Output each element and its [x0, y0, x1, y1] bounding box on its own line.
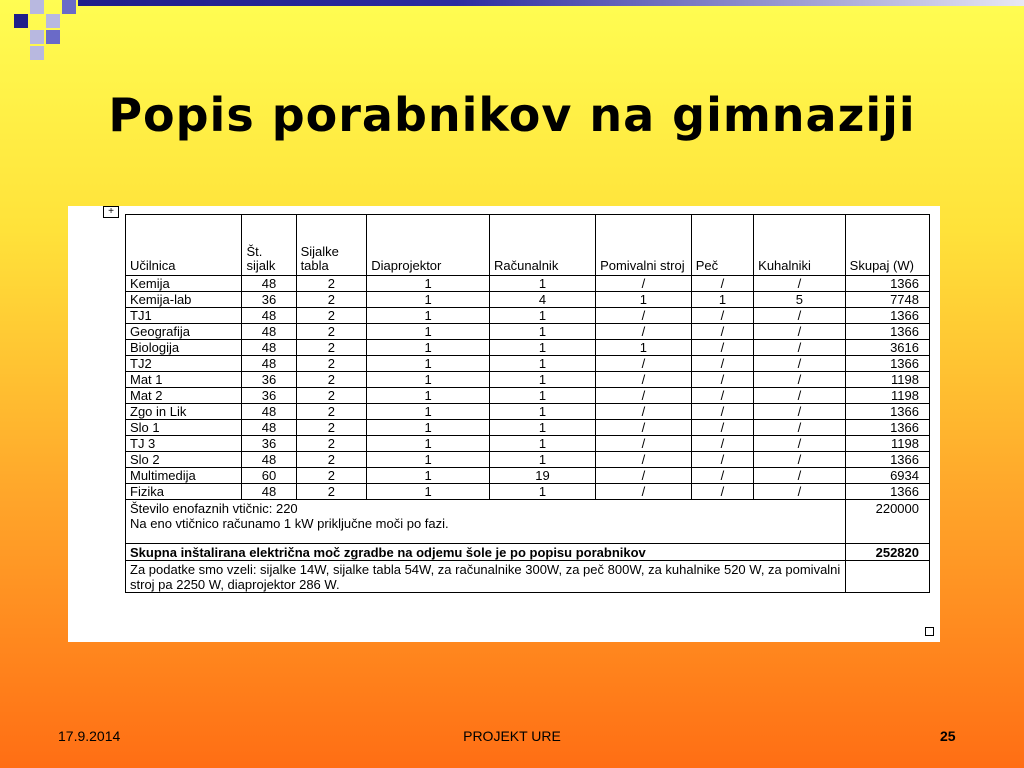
- note-empty-cell: [845, 561, 929, 593]
- table-cell: 1: [490, 356, 596, 372]
- table-cell: 48: [242, 340, 296, 356]
- table-cell: /: [596, 276, 692, 292]
- classroom-cell: TJ1: [126, 308, 242, 324]
- table-cell: 1: [367, 388, 490, 404]
- table-cell: /: [596, 372, 692, 388]
- note-row: [126, 561, 930, 593]
- resize-handle-icon[interactable]: [925, 627, 934, 636]
- table-cell: /: [754, 356, 846, 372]
- table-cell: 2: [296, 276, 367, 292]
- table-cell: /: [754, 340, 846, 356]
- table-cell: 36: [242, 372, 296, 388]
- table-cell: /: [754, 420, 846, 436]
- table-row: [126, 484, 930, 500]
- column-header: Kuhalniki: [754, 215, 846, 276]
- table-cell: /: [754, 404, 846, 420]
- classroom-cell: Biologija: [126, 340, 242, 356]
- table-cell: 48: [242, 324, 296, 340]
- table-cell: 2: [296, 308, 367, 324]
- table-row: [126, 468, 930, 484]
- table-cell: 1: [367, 404, 490, 420]
- table-cell: 36: [242, 292, 296, 308]
- table-cell: /: [691, 468, 753, 484]
- table-cell: 2: [296, 404, 367, 420]
- table-row: [126, 324, 930, 340]
- corner-square-light: [30, 0, 44, 14]
- column-header: Računalnik: [490, 215, 596, 276]
- table-cell: 36: [242, 388, 296, 404]
- table-cell: 1366: [845, 324, 929, 340]
- column-header: Diaprojektor: [367, 215, 490, 276]
- total-text: Skupna inštalirana električna moč zgradbe na odjemu šole je po popisu porabnikov: [126, 544, 846, 561]
- table-cell: 1: [367, 308, 490, 324]
- table-cell: 2: [296, 292, 367, 308]
- table-cell: /: [691, 372, 753, 388]
- total-row: [126, 544, 930, 561]
- table-cell: 1: [367, 436, 490, 452]
- table-cell: 36: [242, 436, 296, 452]
- table-cell: /: [691, 452, 753, 468]
- classroom-cell: Kemija-lab: [126, 292, 242, 308]
- classroom-cell: Zgo in Lik: [126, 404, 242, 420]
- table-cell: /: [754, 276, 846, 292]
- table-cell: /: [596, 436, 692, 452]
- table-cell: /: [691, 324, 753, 340]
- table-cell: 2: [296, 420, 367, 436]
- table-cell: 2: [296, 484, 367, 500]
- table-cell: 1: [490, 340, 596, 356]
- table-cell: /: [754, 388, 846, 404]
- table-cell: 1: [367, 468, 490, 484]
- footer-center: PROJEKT URE: [463, 728, 561, 744]
- table-cell: /: [691, 308, 753, 324]
- table-cell: 1: [490, 404, 596, 420]
- table-cell: /: [596, 404, 692, 420]
- table-row: [126, 372, 930, 388]
- table-cell: 2: [296, 436, 367, 452]
- table-cell: /: [754, 372, 846, 388]
- table-cell: 1: [596, 292, 692, 308]
- table-cell: 7748: [845, 292, 929, 308]
- table-cell: 1: [490, 276, 596, 292]
- table-cell: 1: [367, 276, 490, 292]
- table-cell: 4: [490, 292, 596, 308]
- classroom-cell: Mat 1: [126, 372, 242, 388]
- table-cell: 1366: [845, 420, 929, 436]
- move-handle-icon[interactable]: +: [103, 206, 119, 218]
- table-cell: 1366: [845, 452, 929, 468]
- table-cell: /: [754, 484, 846, 500]
- table-cell: /: [691, 436, 753, 452]
- outlets-cell: [126, 500, 846, 544]
- table-cell: 1: [490, 388, 596, 404]
- table-cell: 2: [296, 340, 367, 356]
- outlets-line-2: Na eno vtičnico računamo 1 kW priključne moči po fazi.: [130, 516, 449, 531]
- table-cell: 1: [367, 340, 490, 356]
- table-cell: 1: [367, 356, 490, 372]
- table-cell: 1: [367, 420, 490, 436]
- table-cell: 5: [754, 292, 846, 308]
- table-cell: 1: [367, 484, 490, 500]
- table-cell: 1: [367, 452, 490, 468]
- table-cell: 1: [490, 324, 596, 340]
- corner-decoration: [0, 0, 80, 60]
- table-cell: /: [596, 388, 692, 404]
- table-cell: /: [596, 324, 692, 340]
- column-header: Peč: [691, 215, 753, 276]
- footer-date: 17.9.2014: [58, 728, 121, 744]
- column-header: Učilnica: [126, 215, 242, 276]
- consumers-table: [125, 214, 930, 593]
- outlets-row: [126, 500, 930, 544]
- corner-square-mid: [62, 0, 76, 14]
- table-row: [126, 292, 930, 308]
- table-cell: 1198: [845, 436, 929, 452]
- table-row: [126, 388, 930, 404]
- table-cell: /: [754, 468, 846, 484]
- top-accent-bar: [78, 0, 1024, 6]
- table-row: [126, 340, 930, 356]
- corner-square-light: [30, 46, 44, 60]
- table-cell: 6934: [845, 468, 929, 484]
- classroom-cell: Slo 1: [126, 420, 242, 436]
- table-row: [126, 276, 930, 292]
- table-cell: /: [691, 340, 753, 356]
- classroom-cell: TJ2: [126, 356, 242, 372]
- table-cell: 2: [296, 452, 367, 468]
- classroom-cell: Multimedija: [126, 468, 242, 484]
- table-cell: 48: [242, 452, 296, 468]
- table-cell: 1: [490, 420, 596, 436]
- table-cell: 60: [242, 468, 296, 484]
- table-cell: 1198: [845, 372, 929, 388]
- corner-square-light: [46, 14, 60, 28]
- column-header: Št. sijalk: [242, 215, 296, 276]
- table-cell: /: [691, 484, 753, 500]
- corner-square-mid: [46, 30, 60, 44]
- classroom-cell: TJ 3: [126, 436, 242, 452]
- table-cell: 1: [490, 372, 596, 388]
- table-cell: /: [596, 356, 692, 372]
- table-cell: 2: [296, 372, 367, 388]
- table-cell: /: [691, 420, 753, 436]
- table-row: [126, 420, 930, 436]
- table-header-row: [126, 215, 930, 276]
- table-cell: 1: [367, 292, 490, 308]
- column-header: Skupaj (W): [845, 215, 929, 276]
- total-value: 252820: [845, 544, 929, 561]
- table-cell: 19: [490, 468, 596, 484]
- table-cell: /: [691, 388, 753, 404]
- table-cell: 1: [367, 372, 490, 388]
- table-cell: 1366: [845, 404, 929, 420]
- table-cell: 48: [242, 356, 296, 372]
- table-cell: /: [754, 452, 846, 468]
- table-cell: /: [596, 308, 692, 324]
- table-cell: 48: [242, 404, 296, 420]
- table-cell: /: [691, 276, 753, 292]
- corner-square-light: [30, 30, 44, 44]
- classroom-cell: Kemija: [126, 276, 242, 292]
- table-cell: 1366: [845, 356, 929, 372]
- table-cell: 2: [296, 356, 367, 372]
- table-cell: 1: [490, 436, 596, 452]
- classroom-cell: Mat 2: [126, 388, 242, 404]
- table-cell: /: [754, 324, 846, 340]
- table-cell: 1: [490, 484, 596, 500]
- table-cell: 1: [691, 292, 753, 308]
- table-cell: /: [596, 452, 692, 468]
- table-cell: 1: [367, 324, 490, 340]
- table-cell: 48: [242, 420, 296, 436]
- embedded-table-object[interactable]: [68, 206, 940, 642]
- table-cell: 1366: [845, 484, 929, 500]
- table-cell: /: [754, 308, 846, 324]
- table-row: [126, 436, 930, 452]
- table-cell: 1: [596, 340, 692, 356]
- slide-title: Popis porabnikov na gimnaziji: [108, 88, 916, 142]
- table-cell: 48: [242, 276, 296, 292]
- classroom-cell: Geografija: [126, 324, 242, 340]
- table-cell: /: [691, 356, 753, 372]
- table-cell: 48: [242, 484, 296, 500]
- column-header: Sijalke tabla: [296, 215, 367, 276]
- table-cell: 1366: [845, 276, 929, 292]
- slide-number: 25: [940, 728, 956, 744]
- column-header: Pomivalni stroj: [596, 215, 692, 276]
- table-cell: /: [691, 404, 753, 420]
- table-cell: /: [596, 484, 692, 500]
- table-row: [126, 356, 930, 372]
- outlets-value: 220000: [845, 500, 929, 544]
- table-row: [126, 308, 930, 324]
- table-cell: 3616: [845, 340, 929, 356]
- table-row: [126, 452, 930, 468]
- table-cell: 2: [296, 468, 367, 484]
- classroom-cell: Fizika: [126, 484, 242, 500]
- outlets-line-1: Število enofaznih vtičnic: 220: [130, 501, 298, 516]
- assumptions-note: Za podatke smo vzeli: sijalke 14W, sijalke tabla 54W, za računalnike 300W, za peč 800W, za kuhalnike 520 W, za pomivalni stroj pa 2250 W, diaprojektor 286 W.: [126, 561, 846, 593]
- table-cell: /: [596, 468, 692, 484]
- table-cell: /: [596, 420, 692, 436]
- corner-square-dark: [14, 14, 28, 28]
- table-cell: 48: [242, 308, 296, 324]
- table-cell: 1: [490, 308, 596, 324]
- table-cell: 1198: [845, 388, 929, 404]
- table-cell: /: [754, 436, 846, 452]
- table-cell: 2: [296, 324, 367, 340]
- table-cell: 1366: [845, 308, 929, 324]
- table-cell: 2: [296, 388, 367, 404]
- table-cell: 1: [490, 452, 596, 468]
- classroom-cell: Slo 2: [126, 452, 242, 468]
- table-row: [126, 404, 930, 420]
